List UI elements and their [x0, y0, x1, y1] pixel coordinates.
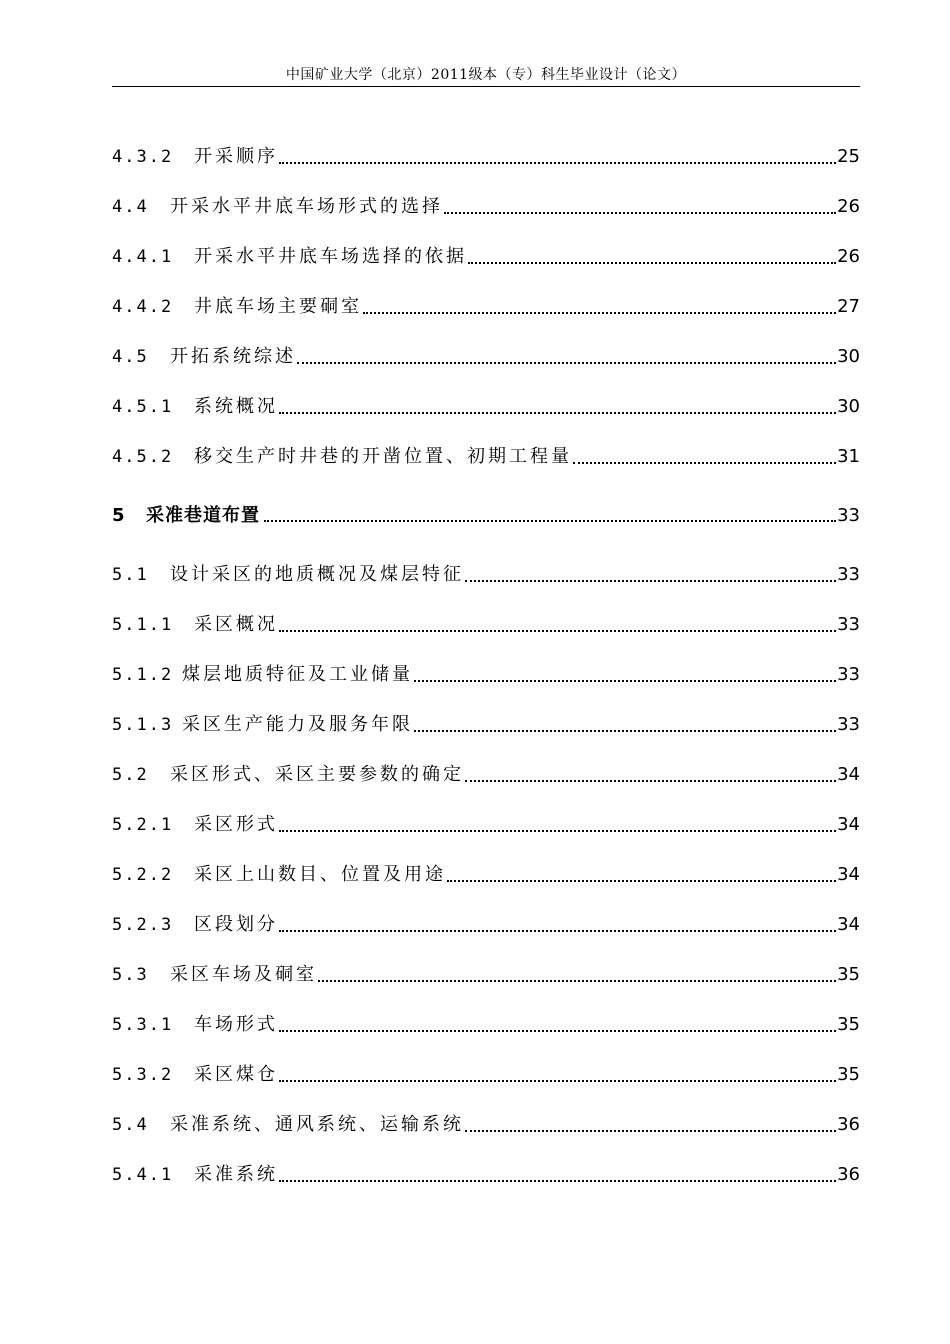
toc-entry-page-number: 34	[837, 814, 860, 835]
toc-entry-number: 4.3.2	[112, 147, 174, 167]
toc-entry-page-number: 30	[837, 346, 860, 367]
toc-entry-title: 开采水平井底车场选择的依据	[194, 246, 467, 267]
toc-entry-number: 5.2.2	[112, 865, 174, 885]
dot-leader	[573, 462, 836, 464]
toc-entry-page-number: 27	[837, 296, 860, 317]
toc-entry	[112, 388, 860, 418]
toc-entry-number: 5	[112, 505, 125, 526]
toc-entry-page-number: 33	[837, 505, 860, 526]
dot-leader	[279, 630, 836, 632]
toc-entry	[112, 188, 860, 218]
toc-entry-page-number: 26	[837, 246, 860, 267]
toc-entry-title: 采区车场及硐室	[170, 964, 317, 985]
toc-entry	[112, 1056, 860, 1086]
toc-entry-page-number: 31	[837, 446, 860, 467]
toc-entry	[112, 956, 860, 986]
toc-entry-title: 开采顺序	[194, 146, 278, 167]
toc-entry	[112, 656, 860, 686]
toc-entry-page-number: 34	[837, 764, 860, 785]
toc-entry-title: 系统概况	[194, 396, 278, 417]
toc-entry	[112, 497, 860, 527]
toc-entry	[112, 288, 860, 318]
toc-entry-number: 5.3.1	[112, 1015, 174, 1035]
toc-entry	[112, 906, 860, 936]
dot-leader	[279, 830, 836, 832]
dot-leader	[297, 362, 836, 364]
toc-entry-number: 4.5	[112, 347, 149, 367]
header-rule	[112, 86, 860, 87]
toc-entry-number: 5.2.3	[112, 915, 174, 935]
toc-entry-number: 5.3.2	[112, 1065, 174, 1085]
toc-entry-page-number: 34	[837, 914, 860, 935]
toc-entry-title: 开采水平井底车场形式的选择	[170, 196, 443, 217]
toc-entry	[112, 606, 860, 636]
dot-leader	[279, 162, 836, 164]
page-header: 中国矿业大学（北京）2011级本（专）科生毕业设计（论文）	[285, 67, 687, 83]
toc-entry-number: 5.1	[112, 565, 149, 585]
toc-entry-page-number: 25	[837, 146, 860, 167]
toc-entry-page-number: 34	[837, 864, 860, 885]
toc-entry-title: 车场形式	[194, 1014, 278, 1035]
toc-entry-title: 采准巷道布置	[146, 505, 260, 526]
dot-leader	[468, 262, 836, 264]
dot-leader	[279, 1180, 836, 1182]
toc-entry	[112, 1156, 860, 1186]
dot-leader	[465, 1130, 836, 1132]
dot-leader	[363, 312, 836, 314]
toc-entry	[112, 806, 860, 836]
toc-entry-number: 5.1.1	[112, 615, 174, 635]
toc-entry-title: 采准系统、通风系统、运输系统	[170, 1114, 464, 1135]
dot-leader	[318, 980, 836, 982]
toc-entry-page-number: 30	[837, 396, 860, 417]
dot-leader	[465, 780, 836, 782]
toc-entry	[112, 1006, 860, 1036]
toc-entry-title: 采区形式、采区主要参数的确定	[170, 764, 464, 785]
dot-leader	[264, 520, 836, 522]
toc-entry-title: 移交生产时井巷的开凿位置、初期工程量	[194, 446, 572, 467]
toc-entry-number: 5.1.2	[112, 665, 174, 685]
toc-entry-page-number: 35	[837, 1064, 860, 1085]
toc-entry-number: 4.4	[112, 197, 149, 217]
toc-entry-number: 5.2.1	[112, 815, 174, 835]
toc-entry-page-number: 36	[837, 1114, 860, 1135]
toc-entry-number: 5.3	[112, 965, 149, 985]
dot-leader	[279, 1080, 836, 1082]
toc-entry-title: 采准系统	[194, 1164, 278, 1185]
toc-entry-number: 5.4.1	[112, 1165, 174, 1185]
toc-entry	[112, 706, 860, 736]
toc-entry-title: 煤层地质特征及工业储量	[182, 664, 413, 685]
toc-entry-number: 5.2	[112, 765, 149, 785]
toc-entry-number: 4.5.1	[112, 397, 174, 417]
toc-entry-number: 4.4.1	[112, 247, 174, 267]
toc-entry-number: 5.4	[112, 1115, 149, 1135]
dot-leader	[279, 1030, 836, 1032]
toc-entry-page-number: 33	[837, 664, 860, 685]
toc-entry-page-number: 35	[837, 964, 860, 985]
toc-entry-title: 区段划分	[194, 914, 278, 935]
toc-entry	[112, 856, 860, 886]
toc-entry-page-number: 35	[837, 1014, 860, 1035]
toc-entry	[112, 438, 860, 468]
dot-leader	[447, 880, 836, 882]
dot-leader	[465, 580, 836, 582]
toc-entry-title: 采区煤仓	[194, 1064, 278, 1085]
toc-entry-title: 采区上山数目、位置及用途	[194, 864, 446, 885]
toc-entry-title: 开拓系统综述	[170, 346, 296, 367]
dot-leader	[414, 680, 836, 682]
toc-entry-page-number: 26	[837, 196, 860, 217]
toc-entry-title: 设计采区的地质概况及煤层特征	[170, 564, 464, 585]
toc-entry	[112, 338, 860, 368]
toc-entry	[112, 756, 860, 786]
toc-entry	[112, 238, 860, 268]
toc-entry	[112, 138, 860, 168]
toc-entry-page-number: 33	[837, 714, 860, 735]
toc-entry-page-number: 33	[837, 564, 860, 585]
dot-leader	[279, 930, 836, 932]
dot-leader	[279, 412, 836, 414]
toc-entry-number: 4.5.2	[112, 447, 174, 467]
toc-entry-number: 4.4.2	[112, 297, 174, 317]
toc-entry	[112, 556, 860, 586]
toc-entry-page-number: 33	[837, 614, 860, 635]
toc-entry-number: 5.1.3	[112, 715, 174, 735]
dot-leader	[444, 212, 836, 214]
toc-entry-title: 采区形式	[194, 814, 278, 835]
toc-entry-title: 采区生产能力及服务年限	[182, 714, 413, 735]
toc-entry	[112, 1106, 860, 1136]
toc-entry-page-number: 36	[837, 1164, 860, 1185]
toc-entry-title: 采区概况	[194, 614, 278, 635]
toc-entry-title: 井底车场主要硐室	[194, 296, 362, 317]
dot-leader	[414, 730, 836, 732]
